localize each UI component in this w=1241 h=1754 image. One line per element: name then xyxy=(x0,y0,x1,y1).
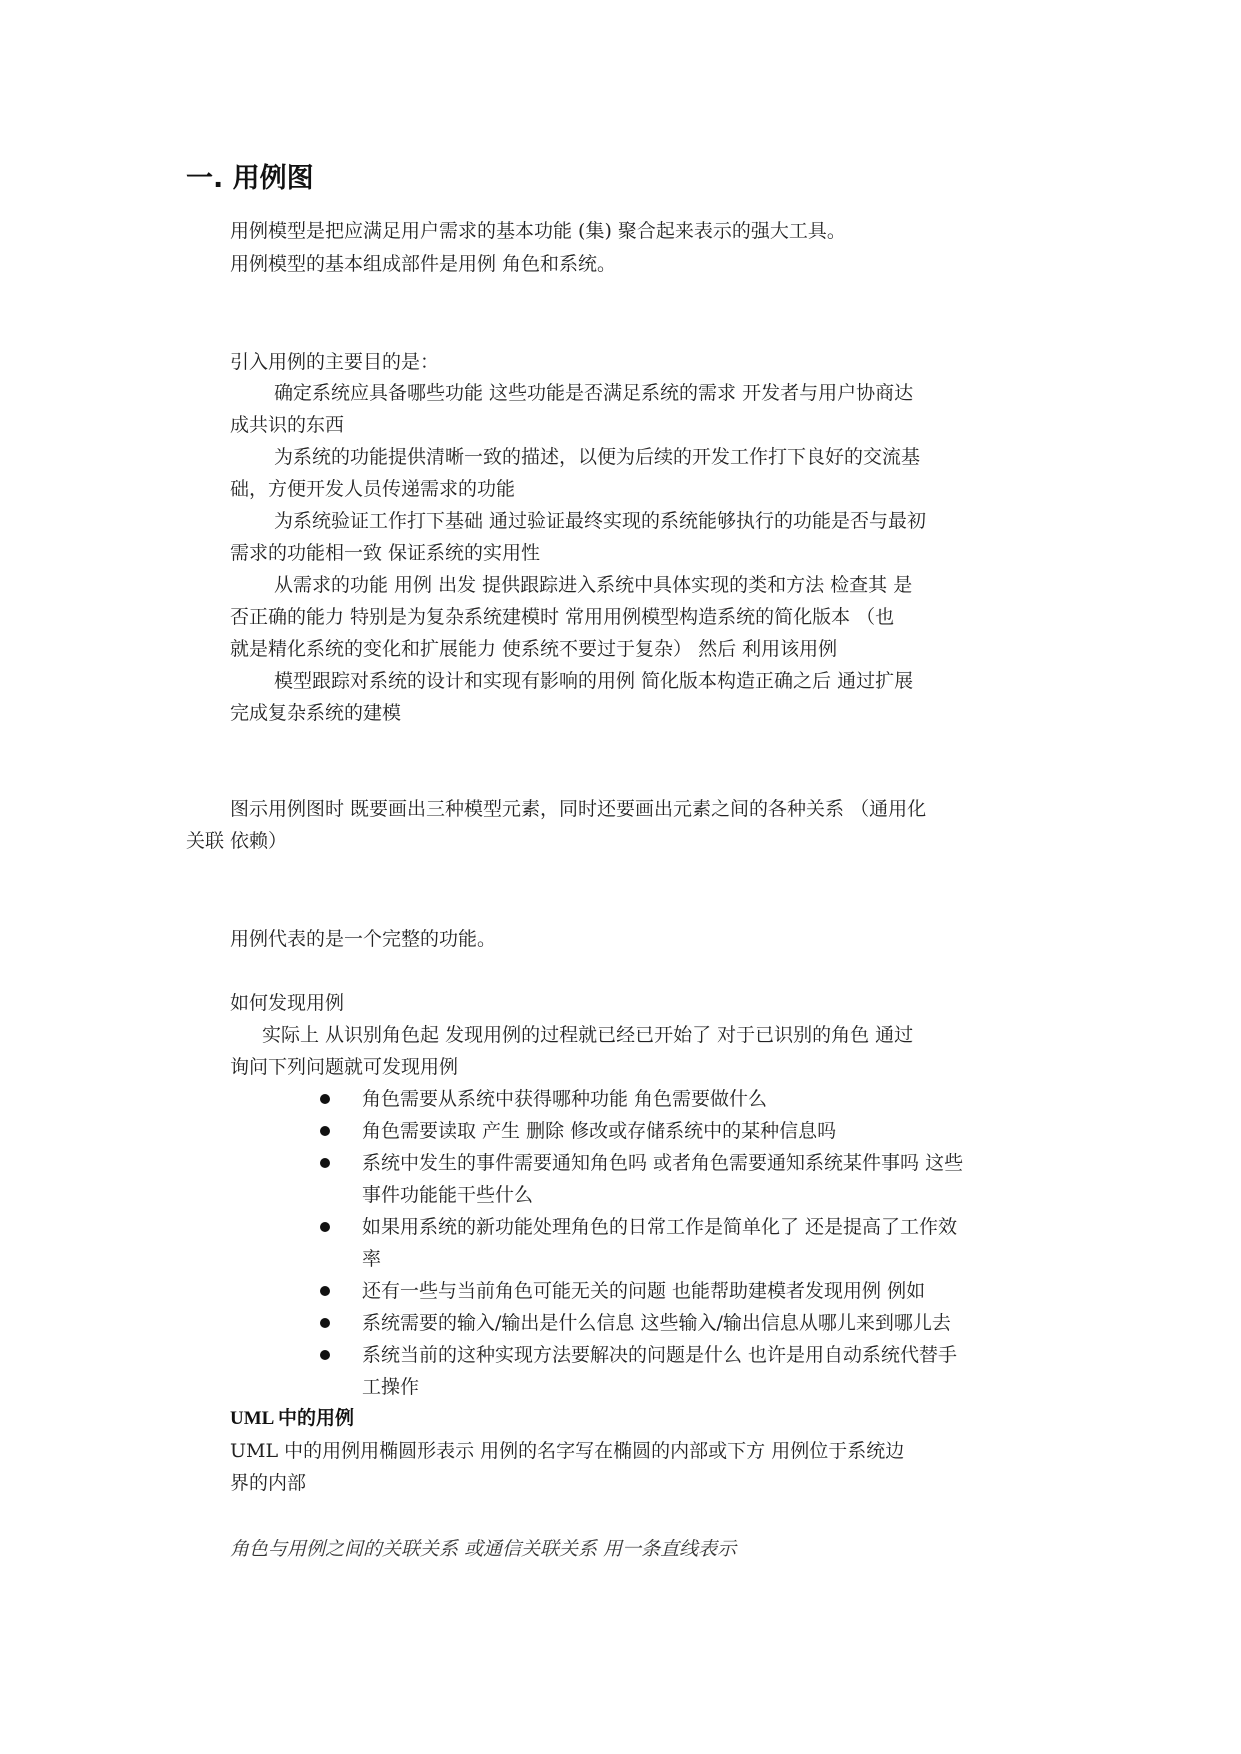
bullet-icon xyxy=(320,1318,330,1328)
bullet-icon xyxy=(320,1286,330,1296)
list-item-text: 系统当前的这种实现方法要解决的问题是什么 也许是用自动系统代替手 xyxy=(362,1344,958,1366)
uml-line: 界的内部 xyxy=(230,1472,307,1494)
purpose-line: 完成复杂系统的建模 xyxy=(230,702,402,724)
intro-line-2: 用例模型的基本组成部件是用例 角色和系统。 xyxy=(230,253,617,275)
list-item-text: 角色需要从系统中获得哪种功能 角色需要做什么 xyxy=(362,1088,768,1110)
uml-subheading: UML 中的用例 xyxy=(230,1408,355,1429)
purpose-line: 确定系统应具备哪些功能 这些功能是否满足系统的需求 开发者与用户协商达 xyxy=(274,382,914,404)
section-heading: 一. 用例图 xyxy=(186,163,314,194)
bullet-icon xyxy=(320,1094,330,1104)
list-item-text: 还有一些与当前角色可能无关的问题 也能帮助建模者发现用例 例如 xyxy=(362,1280,926,1302)
association-note: 角色与用例之间的关联关系 或通信关联关系 用一条直线表示 xyxy=(230,1538,737,1560)
purpose-line: 础，方便开发人员传递需求的功能 xyxy=(230,478,516,500)
bullet-icon xyxy=(320,1158,330,1168)
purpose-line: 成共识的东西 xyxy=(230,414,345,436)
purpose-line: 需求的功能相一致 保证系统的实用性 xyxy=(230,542,541,564)
list-item-text: 系统需要的输入/输出是什么信息 这些输入/输出信息从哪儿来到哪儿去 xyxy=(362,1312,951,1334)
bullet-icon xyxy=(320,1350,330,1360)
diagram-note-line-2: 关联 依赖） xyxy=(186,830,288,852)
list-item-text: 系统中发生的事件需要通知角色吗 或者角色需要通知系统某件事吗 这些 xyxy=(362,1152,964,1174)
list-item-text: 如果用系统的新功能处理角色的日常工作是简单化了 还是提高了工作效 xyxy=(362,1216,958,1238)
discover-title: 如何发现用例 xyxy=(230,992,345,1014)
purpose-line: 从需求的功能 用例 出发 提供跟踪进入系统中具体实现的类和方法 检查其 是 xyxy=(274,574,913,596)
list-item-text: 工操作 xyxy=(362,1376,420,1398)
discover-line: 询问下列问题就可发现用例 xyxy=(230,1056,459,1078)
bullet-icon xyxy=(320,1222,330,1232)
bullet-icon xyxy=(320,1126,330,1136)
uml-line: UML 中的用例用椭圆形表示 用例的名字写在椭圆的内部或下方 用例位于系统边 xyxy=(230,1440,905,1462)
usecase-definition: 用例代表的是一个完整的功能。 xyxy=(230,928,497,950)
list-item-text: 角色需要读取 产生 删除 修改或存储系统中的某种信息吗 xyxy=(362,1120,837,1142)
purpose-title: 引入用例的主要目的是： xyxy=(230,351,440,373)
diagram-note-line-1: 图示用例图时 既要画出三种模型元素，同时还要画出元素之间的各种关系 （通用化 xyxy=(230,798,927,820)
intro-line-1: 用例模型是把应满足用户需求的基本功能 (集) 聚合起来表示的强大工具。 xyxy=(230,220,846,242)
discover-line: 实际上 从识别角色起 发现用例的过程就已经已开始了 对于已识别的角色 通过 xyxy=(262,1024,914,1046)
list-item-text: 事件功能能干些什么 xyxy=(362,1184,534,1206)
purpose-line: 为系统验证工作打下基础 通过验证最终实现的系统能够执行的功能是否与最初 xyxy=(274,510,927,532)
list-item-text: 率 xyxy=(362,1248,382,1270)
purpose-line: 为系统的功能提供清晰一致的描述，以便为后续的开发工作打下良好的交流基 xyxy=(274,446,921,468)
purpose-line: 否正确的能力 特别是为复杂系统建模时 常用用例模型构造系统的简化版本 （也 xyxy=(230,606,895,628)
purpose-line: 模型跟踪对系统的设计和实现有影响的用例 简化版本构造正确之后 通过扩展 xyxy=(274,670,914,692)
purpose-line: 就是精化系统的变化和扩展能力 使系统不要过于复杂） 然后 利用该用例 xyxy=(230,638,838,660)
